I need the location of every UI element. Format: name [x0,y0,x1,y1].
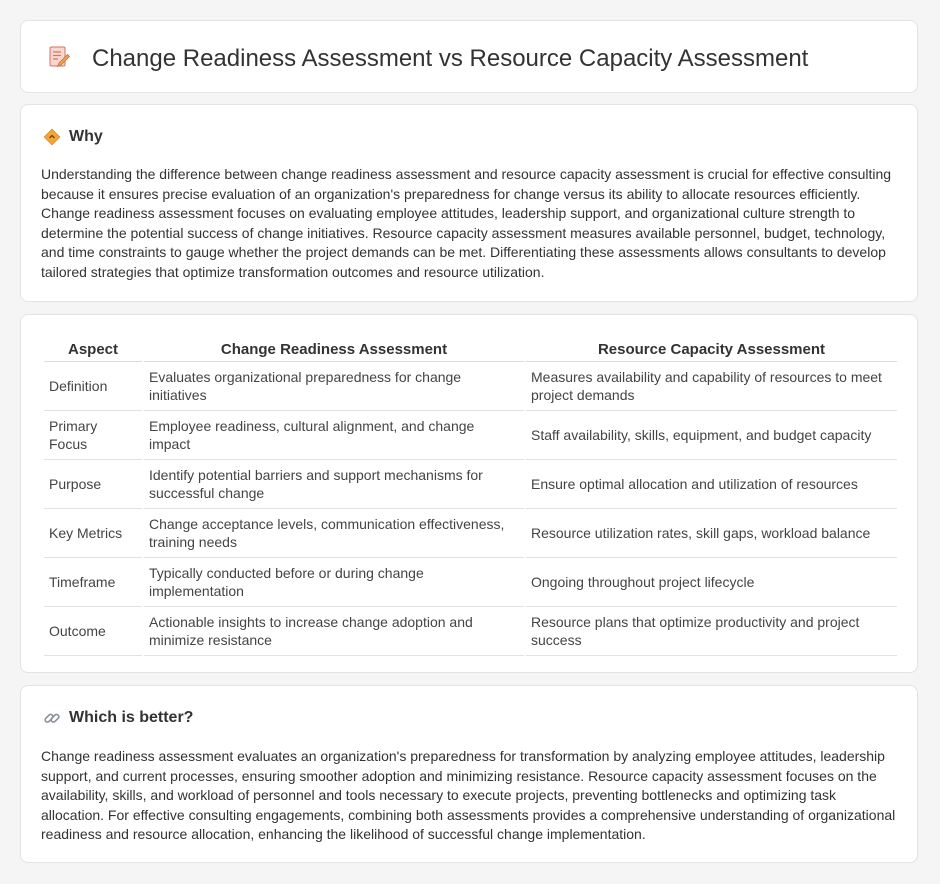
table-cell: Primary Focus [44,411,142,460]
better-text: Change readiness assessment evaluates an organization's preparedness for transformation by analyzing employee attitudes, leadership support, and current processes, ensuring smoother adoption and minimizing resistance. Resource capacity assessment focuses on the availability, skills, and workload of personnel and tools necessary to execute projects, preventing bottlenecks and optimizing task allocation. For effective consulting engagements, combining both assessments provides a comprehensive understanding of organizational readiness and resource allocation, enhancing the likelihood of successful change implementation. [41,748,896,842]
comparison-table [42,334,899,656]
table-cell: Resource utilization rates, skill gaps, workload balance [526,509,897,558]
header-resource-capacity: Resource Capacity Assessment [526,334,897,362]
table-cell: Measures availability and capability of resources to meet project demands [526,362,897,411]
table-cell: Identify potential barriers and support mechanisms for successful change [144,460,524,509]
page-title: Change Readiness Assessment vs Resource Capacity Assessment [92,45,809,72]
table-header-row [44,334,897,362]
table-cell: Outcome [44,607,142,656]
why-section [20,104,918,302]
table-cell: Key Metrics [44,509,142,558]
title-card [20,20,918,93]
why-text: Understanding the difference between change readiness assessment and resource capacity assessment is crucial for effective consulting because it ensures precise evaluation of an organization's preparedness for change versus its ability to allocate resources efficiently. Change readiness assessment focuses on evaluating employee attitudes, leadership support, and organizational culture strength to determine the potential success of change initiatives. Resource capacity assessment measures available personnel, budget, technology, and time constraints to gauge whether the project demands can be met. Differentiating these assessments allows consultants to develop tailored strategies that optimize transformation outcomes and resource utilization. [41,166,892,280]
table-cell: Evaluates organizational preparedness for change initiatives [144,362,524,411]
table-cell: Timeframe [44,558,142,607]
table-cell: Definition [44,362,142,411]
header-change-readiness: Change Readiness Assessment [144,334,524,362]
table-cell: Actionable insights to increase change adoption and minimize resistance [144,607,524,656]
table-row [44,460,897,509]
better-header [43,708,193,728]
why-header [43,127,103,147]
table-cell: Employee readiness, cultural alignment, and change impact [144,411,524,460]
comparison-table-card [20,314,918,673]
document-pencil-icon [47,45,71,69]
table-cell: Staff availability, skills, equipment, and budget capacity [526,411,897,460]
table-row [44,362,897,411]
table-cell: Ongoing throughout project lifecycle [526,558,897,607]
header-aspect: Aspect [44,334,142,362]
table-cell: Purpose [44,460,142,509]
table-cell: Change acceptance levels, communication effectiveness, training needs [144,509,524,558]
table-cell: Typically conducted before or during change implementation [144,558,524,607]
table-row [44,607,897,656]
why-heading: Why [69,128,103,145]
table-cell: Resource plans that optimize productivity and project success [526,607,897,656]
diamond-sign-icon [43,128,61,146]
table-row [44,509,897,558]
table-row [44,411,897,460]
table-row [44,558,897,607]
table-cell: Ensure optimal allocation and utilization of resources [526,460,897,509]
which-is-better-section [20,685,918,863]
link-icon [43,709,61,727]
better-heading: Which is better? [69,709,194,726]
